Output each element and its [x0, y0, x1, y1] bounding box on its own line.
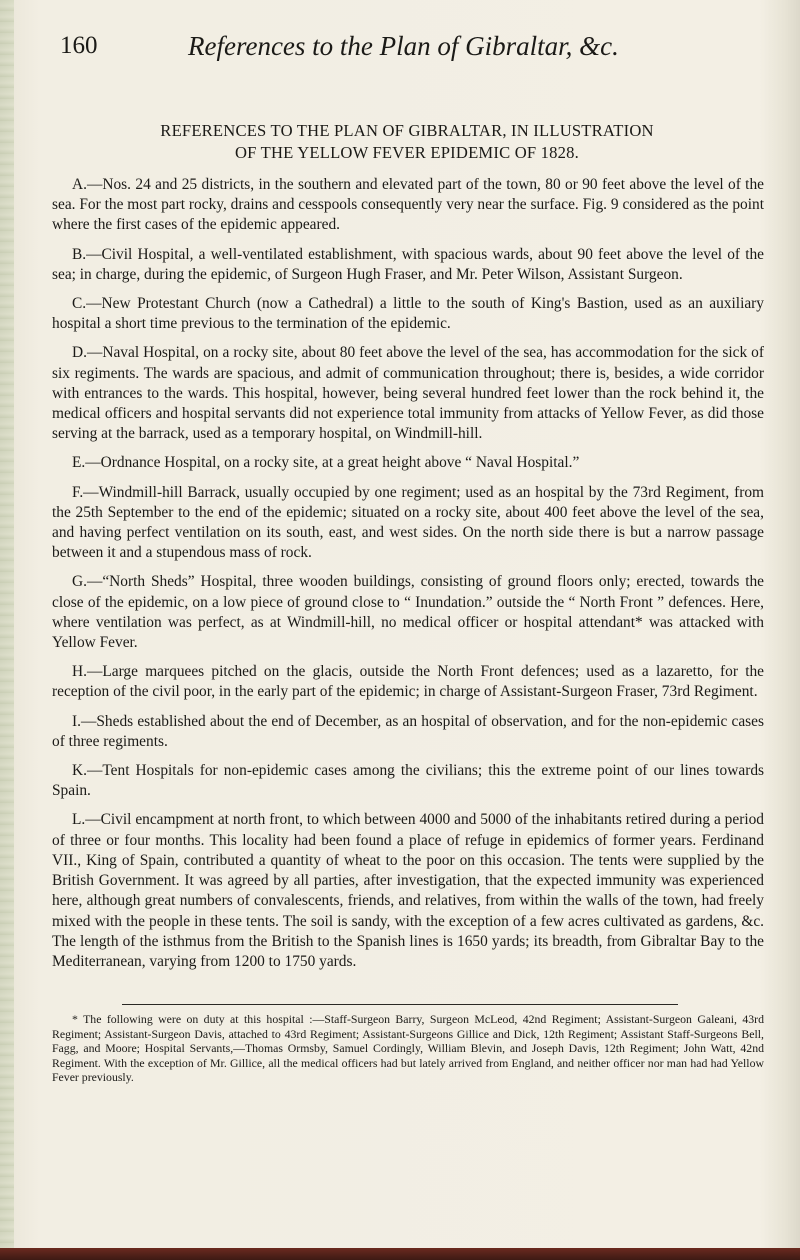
reference-entry-d: D.—Naval Hospital, on a rocky site, about 80 feet above the level of the sea, has accommodation for the sick of six regiments. The wards are spacious, and admit of communication throughout; there is, besides, a wide corridor with entrances to the wards. This hospital, however, being several hundred feet lower than the rock behind it, the medical officers and hospital servants did not experience total immunity from attacks of Yellow Fever, as did those serving at the barrack, used as a temporary hospital, on Windmill-hill. — [52, 344, 764, 443]
reference-entry-a: A.—Nos. 24 and 25 districts, in the southern and elevated part of the town, 80 or 90 feet above the level of the sea. For the most part rocky, drains and cesspools consequently very near the surface. Fig. 9 considered as the point where the first cases of the epidemic appeared. — [52, 176, 764, 234]
page-bottom-edge — [0, 1248, 800, 1260]
reference-entry-b: B.—Civil Hospital, a well-ventilated establishment, with spacious wards, about 90 feet above the level of the sea; in charge, during the epidemic, of Surgeon Hugh Fraser, and Mr. Peter Wilson, Assistant Surgeon. — [52, 245, 764, 283]
reference-entry-h: H.—Large marquees pitched on the glacis, outside the North Front defences; used as a lazaretto, for the reception of the civil poor, in the early part of the epidemic; in charge of Assistant-Surgeon Fraser, 73rd Regiment. — [52, 663, 764, 701]
running-title: References to the Plan of Gibraltar, &c. — [188, 31, 619, 61]
reference-entry-k: K.—Tent Hospitals for non-epidemic cases among the civilians; this the extreme point of our lines towards Spain. — [52, 762, 764, 800]
reference-entry-l: L.—Civil encampment at north front, to which between 4000 and 5000 of the inhabitants retired during a period of three or four months. This locality had been found a place of refuge in epidemics of former years. Ferdinand VII., King of Spain, contributed a quantity of wheat to the poor on this occasion. The tents were supplied by the British Government. It was agreed by all parties, after investigation, that the expected immunity was experienced here, although great numbers of convalescents, friends, and relatives, from within the walls of the town, had freely mixed with the people in these tents. The soil is sandy, with the exception of a few acres cultivated as gardens, &c. The length of the isthmus from the British to the Spanish lines is 1650 yards; its breadth, from Gibraltar Bay to the Mediterranean, varying from 1200 to 1750 yards. — [52, 811, 764, 970]
footnote: * The following were on duty at this hospital :—Staff-Surgeon Barry, Surgeon McLeod, 42nd Regiment; Assistant-Surgeon Galeani, 43rd Regiment; Assistant-Surgeon Davis, attached to 43rd Regiment; Assistant-Surgeons Gillice and Dick, 12th Regiment; Assistant Staff-Surgeons Bell, Fagg, and Moore; Hospital Servants,—Thomas Ormsby, Samuel Cordingly, William Blevin, and Joseph Davis, 12th Regiment; John Watt, 42nd Regiment. With the exception of Mr. Gillice, all the medical officers had but lately arrived from England, and neither officer nor man had had Yellow Fever previously. — [52, 1012, 764, 1085]
binding-edge — [0, 0, 14, 1260]
section-heading — [52, 120, 762, 164]
page-number: 160 — [60, 32, 98, 59]
reference-entry-i: I.—Sheds established about the end of December, as an hospital of observation, and for the non-epidemic cases of three regiments. — [52, 712, 764, 750]
reference-entry-e: E.—Ordnance Hospital, on a rocky site, at a great height above “ Naval Hospital.” — [72, 454, 580, 472]
heading-line-2: OF THE YELLOW FEVER EPIDEMIC OF 1828. — [234, 143, 580, 162]
references-list — [52, 175, 764, 981]
running-header — [60, 28, 760, 68]
reference-entry-g: G.—“North Sheds” Hospital, three wooden buildings, consisting of ground floors only; erected, towards the close of the epidemic, on a low piece of ground close to “ Inundation.” outside the “ North Front ” defences. Here, where ventilation was perfect, as at Windmill-hill, no medical officer or hospital attendant* was attacked with Yellow Fever. — [52, 573, 764, 652]
reference-entry-f: F.—Windmill-hill Barrack, usually occupied by one regiment; used as an hospital by the 73rd Regiment, from the 25th September to the end of the epidemic; situated on a rocky site, about 400 feet above the level of the sea, and having perfect ventilation on its south, east, and west sides. On the north side there is but a narrow passage between it and a stupendous mass of rock. — [52, 483, 764, 562]
heading-line-1: REFERENCES TO THE PLAN OF GIBRALTAR, IN ILLUSTRATION — [160, 121, 654, 140]
reference-entry-c: C.—New Protestant Church (now a Cathedral) a little to the south of King's Bastion, used as an auxiliary hospital a short time previous to the termination of the epidemic. — [52, 295, 764, 333]
footnote-divider — [122, 1004, 678, 1005]
